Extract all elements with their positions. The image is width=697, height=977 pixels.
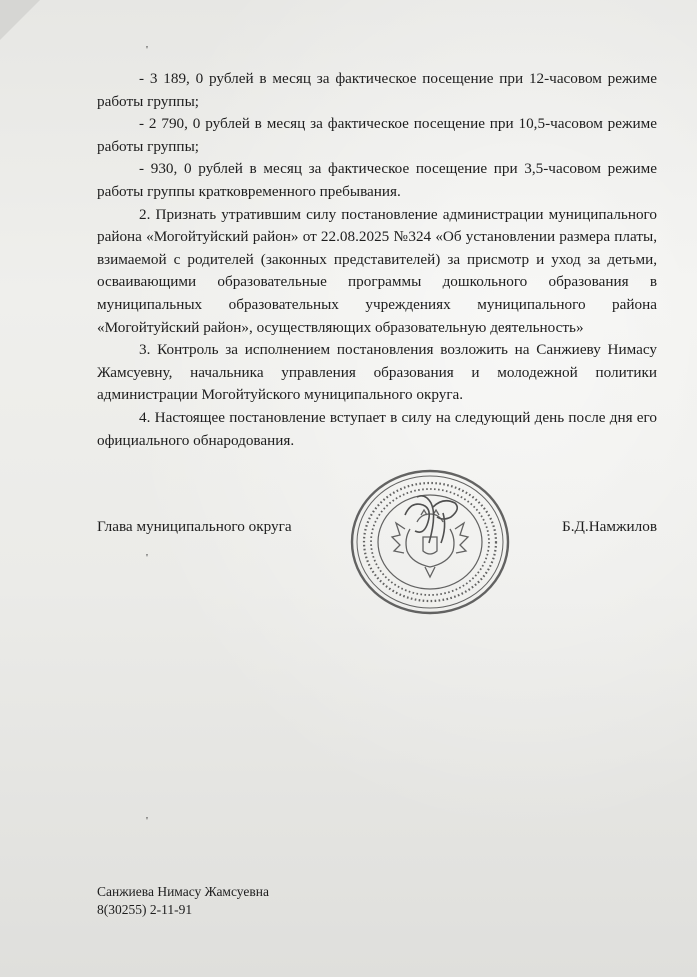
paper-speck: ' [146,44,148,56]
tariff-item-10-5h: - 2 790, 0 рублей в месяц за фактическое посещение при 10,5-часовом режиме работы группы; [97,115,657,155]
clause-4-effective: 4. Настоящее постановление вступает в силу на следующий день после дня его официального обнародования. [97,408,657,449]
page-fold-shadow [0,0,40,40]
clause-2-repeal: 2. Признать утратившим силу постановление администрации муниципального района «Могойтуйский район» от 22.08.2025 №324 «Об установлении размера платы, взимаемой с родителей (законных представителей) за присмотр и уход за детьми, осваивающими образовательные программы дошкольного образования в муниципальных образовательных учреждениях муниципального района «Могойтуйский район», осуществляющих образовательную деятельность» [97,205,657,336]
paper-speck: ' [146,815,148,827]
contact-phone: 8(30255) 2-11-91 [97,901,193,917]
clause-3-control: 3. Контроль за исполнением постановления возложить на Санжиеву Нимасу Жамсуевну, начальника управления образования и молодежной политики администрации Могойтуйского муниципального округа. [97,341,657,404]
contact-info [97,883,269,918]
official-seal-icon [347,467,513,617]
contact-person: Санжиева Нимасу Жамсуевна [97,884,269,899]
signatory-name: Б.Д.Намжилов [562,518,657,535]
paper-speck: ' [146,552,148,564]
decree-body [97,68,657,452]
tariff-item-12h: - 3 189, 0 рублей в месяц за фактическое посещение при 12-часовом режиме работы группы; [97,70,657,110]
signatory-position: Глава муниципального округа [97,518,292,535]
tariff-item-3-5h: - 930, 0 рублей в месяц за фактическое посещение при 3,5-часовом режиме работы группы кратковременного пребывания. [97,160,657,200]
